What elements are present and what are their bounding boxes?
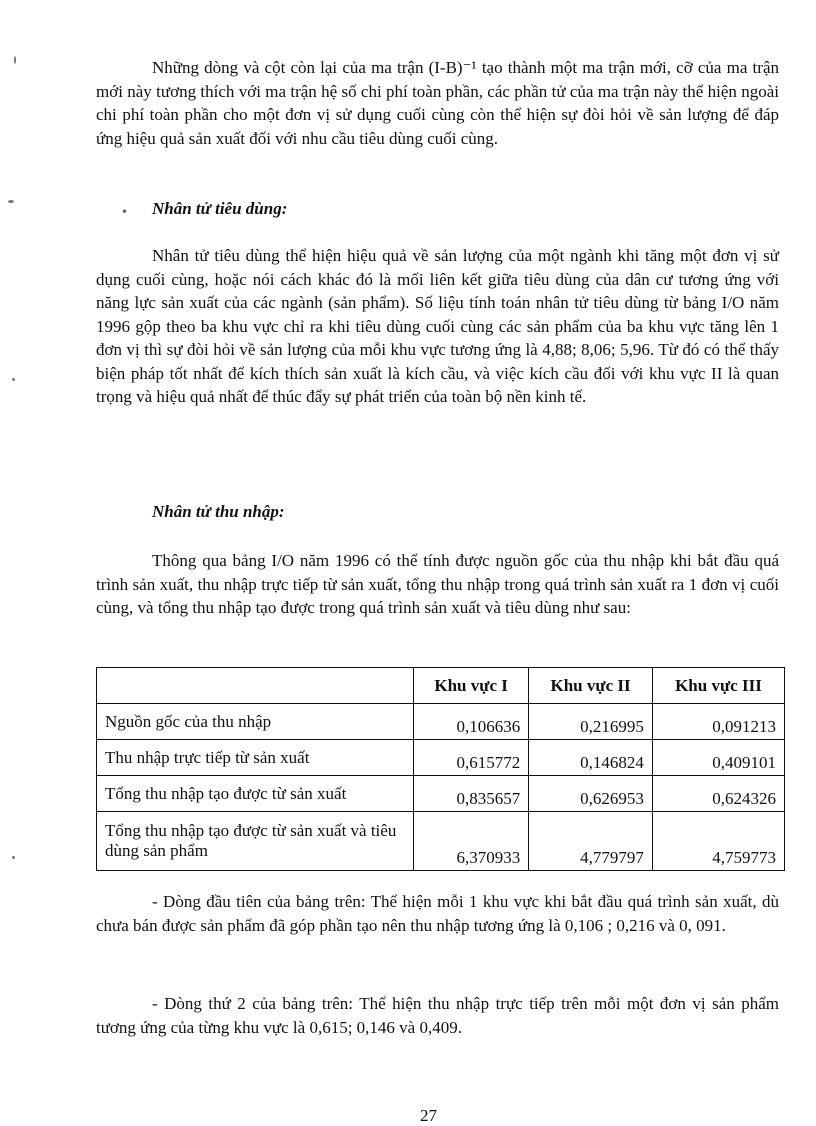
row-label: Thu nhập trực tiếp từ sản xuất <box>97 740 414 776</box>
table-row <box>97 704 785 740</box>
heading-income-multiplier: Nhân tử thu nhập: <box>152 502 285 521</box>
paragraph-first-row-note: - Dòng đầu tiên của bảng trên: Thể hiện mỗi 1 khu vực khi bắt đầu quá trình sản xuất, dù chưa bán được sản phẩm đã góp phần tạo nên thu nhập tương ứng là 0,106 ; 0,216 và 0, 091. <box>96 892 779 935</box>
cell-region-1: 0,835657 <box>414 776 529 812</box>
cell-region-3: 0,624326 <box>652 776 784 812</box>
table-row <box>97 812 785 871</box>
cell-region-2: 0,146824 <box>529 740 653 776</box>
cell-region-2: 0,216995 <box>529 704 653 740</box>
income-table <box>96 667 785 871</box>
scan-speck <box>8 200 14 203</box>
table-row <box>97 740 785 776</box>
table-header-row <box>97 668 785 704</box>
paragraph-matrix: Những dòng và cột còn lại của ma trận (I-B)⁻¹ tạo thành một ma trận mới, cỡ của ma trận mới này tương thích với ma trận hệ số chi phí toàn phần, các phần tử của ma trận này thể hiện ngoài chi phí toàn phần cho một đơn vị sử dụng cuối cùng còn thể hiện sự đòi hỏi về sản lượng để đáp ứng hiệu quả sản xuất đối với nhu cầu tiêu dùng cuối cùng. <box>96 58 779 148</box>
paragraph-income-intro: Thông qua bảng I/O năm 1996 có thể tính được nguồn gốc của thu nhập khi bắt đầu quá trình sản xuất, thu nhập trực tiếp từ sản xuất, tổng thu nhập trong quá trình sản xuất ra 1 đơn vị cuối cùng, và tổng thu nhập tạo được trong quá trình sản xuất và tiêu dùng như sau: <box>96 551 779 617</box>
bullet-dot: • <box>122 205 127 220</box>
row-label: Tổng thu nhập tạo được từ sản xuất <box>97 776 414 812</box>
table-header-empty <box>97 668 414 704</box>
table-header-region-2: Khu vực II <box>529 668 653 704</box>
row-label: Tổng thu nhập tạo được từ sản xuất và tiêu dùng sản phẩm <box>97 812 414 871</box>
cell-region-2: 4,779797 <box>529 812 653 871</box>
paragraph-consumption-multiplier: Nhân tử tiêu dùng thể hiện hiệu quả về sản lượng của một ngành khi tăng một đơn vị sử dụng cuối cùng, hoặc nói cách khác đó là mối liên kết giữa tiêu dùng của dân cư tương ứng với năng lực sản xuất của các ngành (sản phẩm). Số liệu tính toán nhân tử tiêu dùng từ bảng I/O năm 1996 gộp theo ba khu vực chỉ ra khi tiêu dùng cuối cùng các sản phẩm của ba khu vực tăng lên 1 đơn vị thì sự đòi hỏi về sản lượng của mỗi khu vực tương ứng là 4,88; 8,06; 5,96. Từ đó có thể thấy biện pháp tốt nhất để kích thích sản xuất là kích cầu, và việc kích cầu đối với khu vực II là quan trọng và hiệu quả nhất để thúc đẩy sự phát triển của toàn bộ nền kinh tế. <box>96 246 779 406</box>
table-row <box>97 776 785 812</box>
scan-speck <box>12 378 15 381</box>
cell-region-3: 0,409101 <box>652 740 784 776</box>
table-header-region-3: Khu vực III <box>652 668 784 704</box>
cell-region-1: 0,615772 <box>414 740 529 776</box>
cell-region-1: 6,370933 <box>414 812 529 871</box>
heading-consumption-multiplier: Nhân tử tiêu dùng: <box>152 199 288 218</box>
scan-speck <box>12 856 15 859</box>
cell-region-1: 0,106636 <box>414 704 529 740</box>
table-header-region-1: Khu vực I <box>414 668 529 704</box>
cell-region-3: 4,759773 <box>652 812 784 871</box>
scan-speck <box>14 56 16 64</box>
row-label: Nguồn gốc của thu nhập <box>97 704 414 740</box>
page-number: 27 <box>420 1106 437 1125</box>
cell-region-2: 0,626953 <box>529 776 653 812</box>
paragraph-second-row-note: - Dòng thứ 2 của bảng trên: Thể hiện thu nhập trực tiếp trên mỗi một đơn vị sản phẩm tương ứng của từng khu vực là 0,615; 0,146 và 0,409. <box>96 994 779 1037</box>
cell-region-3: 0,091213 <box>652 704 784 740</box>
